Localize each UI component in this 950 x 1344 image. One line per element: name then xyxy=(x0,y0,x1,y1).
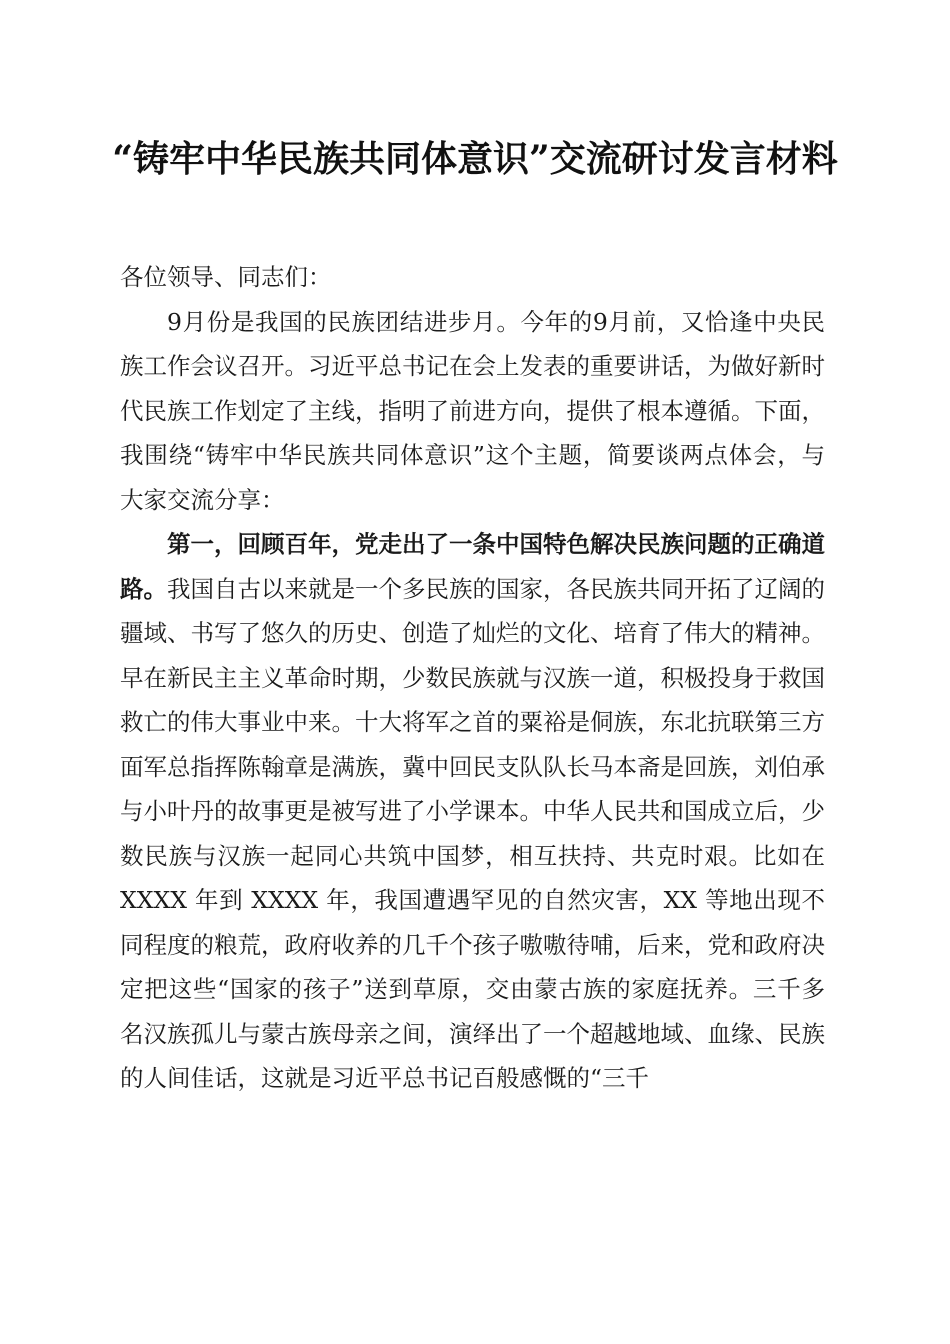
document-title: “铸牢中华民族共同体意识”交流研讨发言材料 xyxy=(112,138,838,180)
document-body xyxy=(120,255,825,1101)
paragraph-lead-heading: 第一，回顾百年，党走出了一条中国特色解决民族问题的正确道路。 xyxy=(120,530,825,603)
paragraph-intro: 9月份是我国的民族团结进步月。今年的9月前，又恰逢中央民族工作会议召开。习近平总书记在会上发表的重要讲话，为做好新时代民族工作划定了主线，指明了前进方向，提供了根本遵循。下面，我围绕“铸牢中华民族共同体意识”这个主题，简要谈两点体会，与大家交流分享： xyxy=(120,307,825,514)
paragraph-first-point-body: 我国自古以来就是一个多民族的国家，各民族共同开拓了辽阔的疆域、书写了悠久的历史、创造了灿烂的文化、培育了伟大的精神。早在新民主主义革命时期，少数民族就与汉族一道，积极投身于救国救亡的伟大事业中来。十大将军之首的粟裕是侗族，东北抗联第三方面军总指挥陈翰章是满族，冀中回民支队队长马本斋是回族，刘伯承与小叶丹的故事更是被写进了小学课本。中华人民共和国成立后，少数民族与汉族一起同心共筑中国梦，相互扶持、共克时艰。比如在 XXXX 年到 XXXX 年，我国遭遇罕见的自然灾害，XX 等地出现不同程度的粮荒，政府收养的几千个孩子嗷嗷待哺，后来，党和政府决定把这些“国家的孩子”送到草原，交由蒙古族的家庭抚养。三千多名汉族孤儿与蒙古族母亲之间，演绎出了一个超越地域、血缘、民族的人间佳话，这就是习近平总书记百般感慨的“三千 xyxy=(120,574,825,1092)
salutation: 各位领导、同志们： xyxy=(120,263,332,291)
paragraph-first-point xyxy=(120,522,825,1101)
